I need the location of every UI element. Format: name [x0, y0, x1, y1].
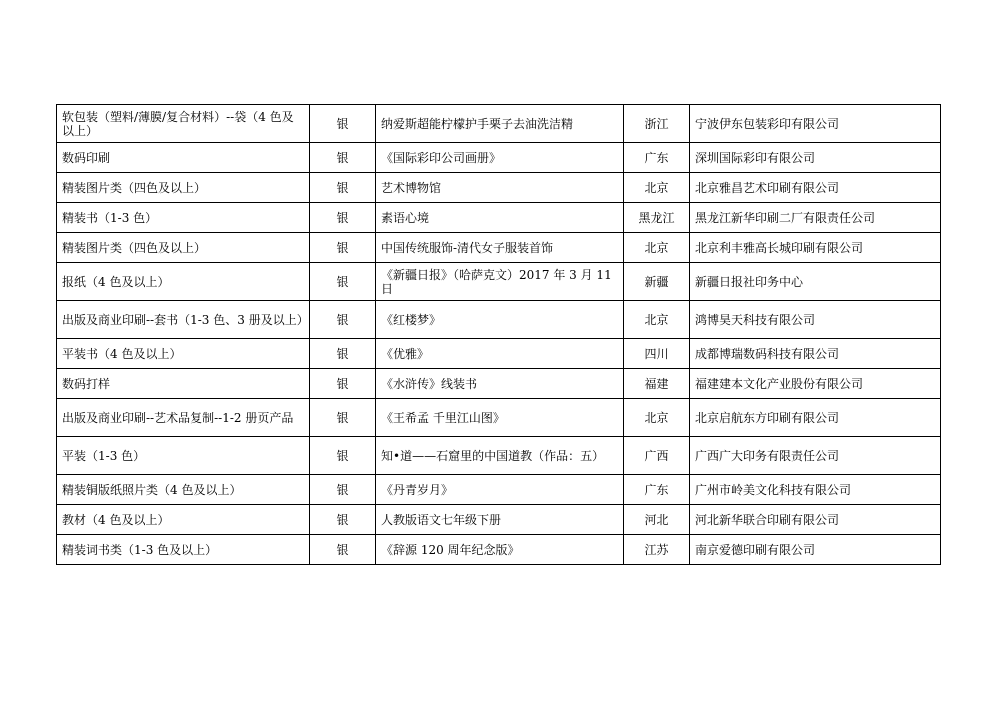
table-row [57, 369, 941, 399]
table-row [57, 437, 941, 475]
table-row [57, 143, 941, 173]
work-cell: 纳爱斯超能柠檬护手栗子去油洗洁精 [376, 105, 624, 143]
award-cell: 银 [310, 263, 376, 301]
region-cell: 北京 [624, 399, 690, 437]
table-row [57, 173, 941, 203]
table-row [57, 475, 941, 505]
table-row [57, 105, 941, 143]
region-cell: 广东 [624, 475, 690, 505]
award-table [56, 104, 941, 565]
company-cell: 成都博瑞数码科技有限公司 [690, 339, 941, 369]
category-cell: 报纸（4 色及以上） [57, 263, 310, 301]
category-cell: 平装（1-3 色） [57, 437, 310, 475]
category-cell: 精装词书类（1-3 色及以上） [57, 535, 310, 565]
company-cell: 新疆日报社印务中心 [690, 263, 941, 301]
region-cell: 广东 [624, 143, 690, 173]
award-cell: 银 [310, 475, 376, 505]
region-cell: 福建 [624, 369, 690, 399]
work-cell: 知•道——石窟里的中国道教（作品：五） [376, 437, 624, 475]
category-cell: 出版及商业印刷--艺术品复制--1-2 册页产品 [57, 399, 310, 437]
region-cell: 北京 [624, 301, 690, 339]
table-row [57, 203, 941, 233]
company-cell: 广西广大印务有限责任公司 [690, 437, 941, 475]
award-cell: 银 [310, 173, 376, 203]
region-cell: 浙江 [624, 105, 690, 143]
work-cell: 《丹青岁月》 [376, 475, 624, 505]
table-row [57, 399, 941, 437]
category-cell: 平装书（4 色及以上） [57, 339, 310, 369]
table-row [57, 263, 941, 301]
award-cell: 银 [310, 105, 376, 143]
company-cell: 北京启航东方印刷有限公司 [690, 399, 941, 437]
table-row [57, 505, 941, 535]
category-cell: 教材（4 色及以上） [57, 505, 310, 535]
region-cell: 河北 [624, 505, 690, 535]
region-cell: 广西 [624, 437, 690, 475]
work-cell: 《新疆日报》（哈萨克文）2017 年 3 月 11 日 [376, 263, 624, 301]
work-cell: 《辞源 120 周年纪念版》 [376, 535, 624, 565]
award-cell: 银 [310, 369, 376, 399]
table-row [57, 233, 941, 263]
table-row [57, 301, 941, 339]
award-cell: 银 [310, 339, 376, 369]
work-cell: 《王希孟 千里江山图》 [376, 399, 624, 437]
award-cell: 银 [310, 203, 376, 233]
region-cell: 北京 [624, 173, 690, 203]
company-cell: 北京利丰雅高长城印刷有限公司 [690, 233, 941, 263]
region-cell: 北京 [624, 233, 690, 263]
company-cell: 深圳国际彩印有限公司 [690, 143, 941, 173]
company-cell: 鸿博昊天科技有限公司 [690, 301, 941, 339]
category-cell: 精装铜版纸照片类（4 色及以上） [57, 475, 310, 505]
work-cell: 《优雅》 [376, 339, 624, 369]
table-row [57, 339, 941, 369]
company-cell: 南京爱德印刷有限公司 [690, 535, 941, 565]
award-cell: 银 [310, 437, 376, 475]
category-cell: 软包装（塑料/薄膜/复合材料）--袋（4 色及以上） [57, 105, 310, 143]
category-cell: 数码印刷 [57, 143, 310, 173]
work-cell: 中国传统服饰-清代女子服装首饰 [376, 233, 624, 263]
work-cell: 艺术博物馆 [376, 173, 624, 203]
award-cell: 银 [310, 301, 376, 339]
award-cell: 银 [310, 399, 376, 437]
company-cell: 河北新华联合印刷有限公司 [690, 505, 941, 535]
company-cell: 黑龙江新华印刷二厂有限责任公司 [690, 203, 941, 233]
company-cell: 北京雅昌艺术印刷有限公司 [690, 173, 941, 203]
work-cell: 素语心境 [376, 203, 624, 233]
award-cell: 银 [310, 535, 376, 565]
company-cell: 宁波伊东包装彩印有限公司 [690, 105, 941, 143]
table-row [57, 535, 941, 565]
work-cell: 人教版语文七年级下册 [376, 505, 624, 535]
category-cell: 精装图片类（四色及以上） [57, 233, 310, 263]
category-cell: 精装书（1-3 色） [57, 203, 310, 233]
category-cell: 数码打样 [57, 369, 310, 399]
award-cell: 银 [310, 143, 376, 173]
category-cell: 出版及商业印刷--套书（1-3 色、3 册及以上） [57, 301, 310, 339]
work-cell: 《红楼梦》 [376, 301, 624, 339]
region-cell: 江苏 [624, 535, 690, 565]
work-cell: 《水浒传》线装书 [376, 369, 624, 399]
award-cell: 银 [310, 505, 376, 535]
award-cell: 银 [310, 233, 376, 263]
company-cell: 广州市岭美文化科技有限公司 [690, 475, 941, 505]
region-cell: 黑龙江 [624, 203, 690, 233]
region-cell: 四川 [624, 339, 690, 369]
work-cell: 《国际彩印公司画册》 [376, 143, 624, 173]
company-cell: 福建建本文化产业股份有限公司 [690, 369, 941, 399]
category-cell: 精装图片类（四色及以上） [57, 173, 310, 203]
region-cell: 新疆 [624, 263, 690, 301]
